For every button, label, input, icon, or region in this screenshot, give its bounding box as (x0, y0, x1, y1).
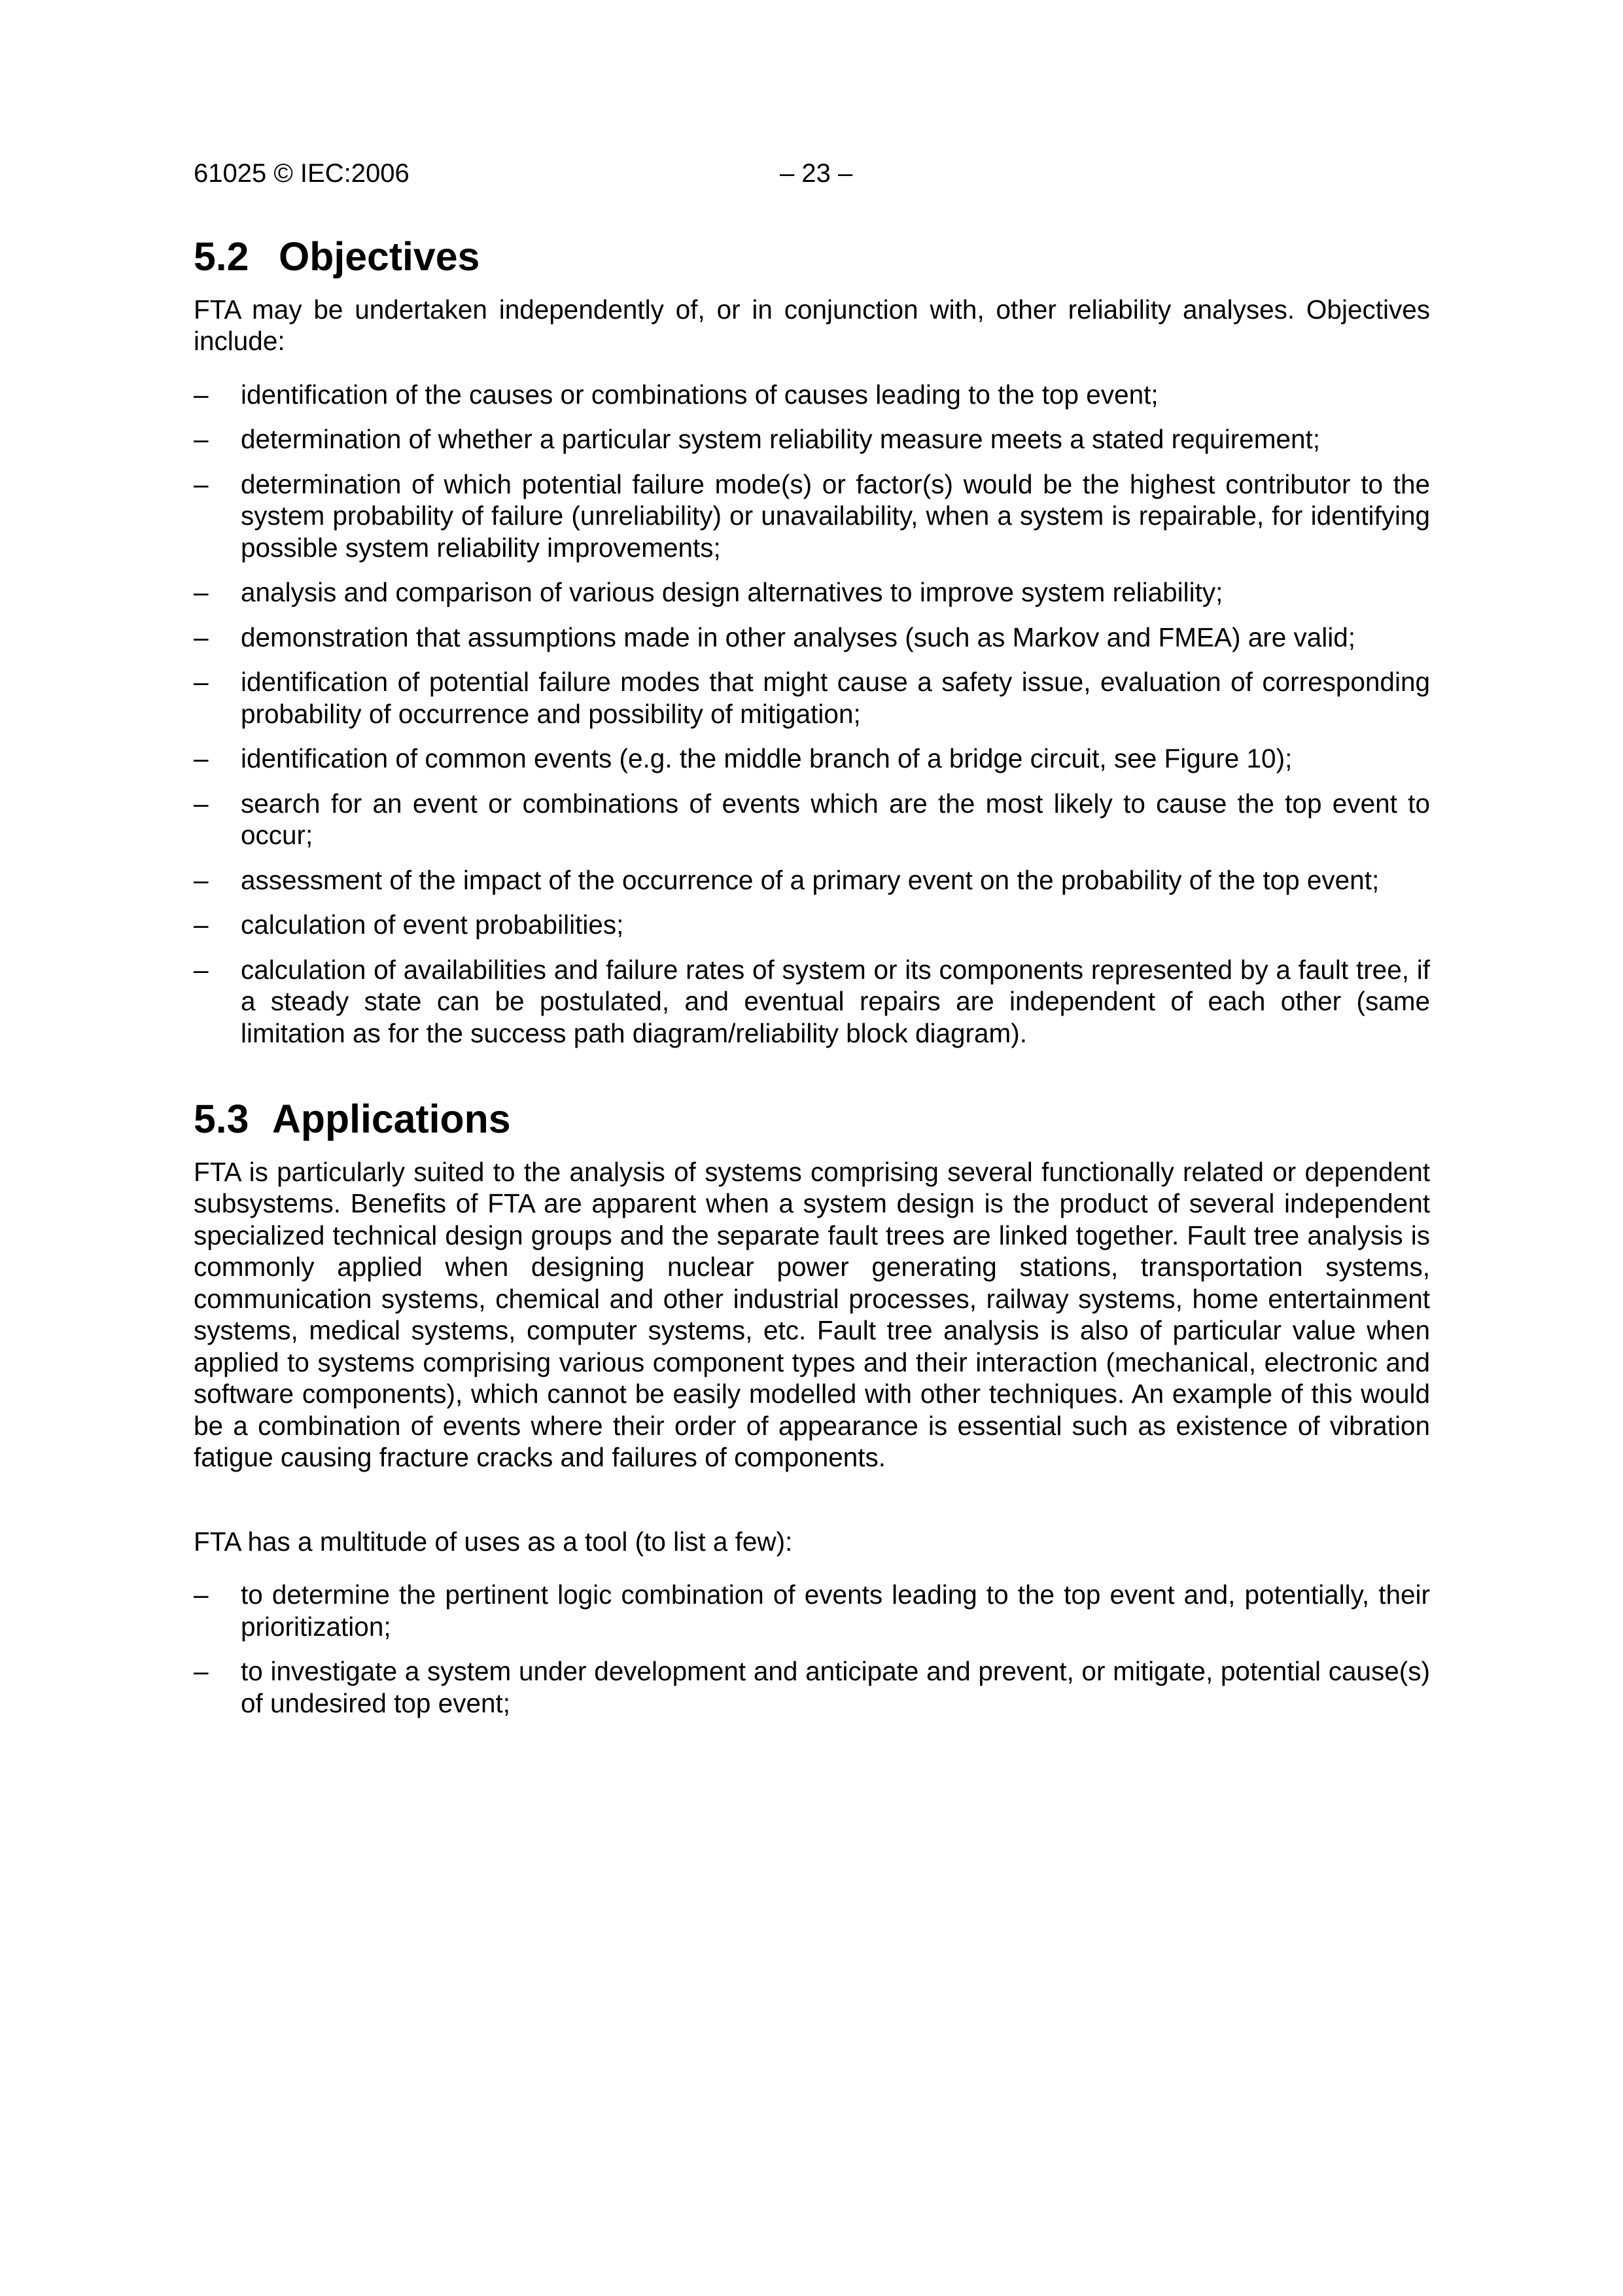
section-number: 5.2 (194, 234, 249, 279)
list-item-text: assessment of the impact of the occurrence of a primary event on the probability of the top event; (241, 864, 1380, 895)
list-item (194, 864, 1430, 896)
list-item-text: determination of which potential failure mode(s) or factor(s) would be the highest contributor to the system probability of failure (unreliability) or unavailability, when a system is repairable, for identifying possible system reliability improvements; (241, 468, 1430, 563)
page-header (194, 157, 1430, 190)
list-item (194, 423, 1430, 455)
list-item (194, 468, 1430, 564)
list-item-text: identification of the causes or combinations of causes leading to the top event; (241, 379, 1159, 410)
list-item-text: to investigate a system under development and anticipate and prevent, or mitigate, potential cause(s) of undesired top event; (241, 1656, 1430, 1718)
section-heading-5-3 (194, 1097, 1430, 1141)
dash-bullet: – (194, 424, 209, 454)
document-body (194, 234, 1430, 1732)
dash-bullet: – (194, 954, 209, 985)
list-item-text: determination of whether a particular system reliability measure meets a stated requirement; (241, 424, 1320, 454)
list-item-text: identification of common events (e.g. the middle branch of a bridge circuit, see Figure 10); (241, 743, 1293, 773)
dash-bullet: – (194, 910, 209, 940)
list-item-text: calculation of event probabilities; (241, 910, 624, 940)
list-item (194, 379, 1430, 411)
dash-bullet: – (194, 1580, 209, 1610)
list-item (194, 622, 1430, 654)
list-item-text: calculation of availabilities and failure rates of system or its components represented by a fault tree, if a steady state can be postulated, and eventual repairs are independent of each other (same limitation as for the success path diagram/reliability block diagram). (241, 954, 1430, 1048)
dash-bullet: – (194, 667, 209, 697)
section-title: Applications (272, 1097, 511, 1141)
page-number: – 23 – (780, 159, 853, 188)
section-number: 5.3 (194, 1097, 249, 1141)
list-item (194, 1579, 1430, 1642)
list-item-text: demonstration that assumptions made in other analyses (such as Markov and FMEA) are valid; (241, 622, 1356, 652)
applications-paragraph: FTA is particularly suited to the analysis of systems comprising several functionally related or dependent subsystems. Benefits of FTA are apparent when a system design is the product of several independent specialized technical design groups and the separate fault trees are linked together. Fault tree analysis is commonly applied when designing nuclear power generating stations, transportation systems, communication systems, chemical and other industrial processes, railway systems, home entertainment systems, medical systems, computer systems, etc. Fault tree analysis is also of particular value when applied to systems comprising various component types and their interaction (mechanical, electronic and software components), which cannot be easily modelled with other techniques. An example of this would be a combination of events where their order of appearance is essential such as existence of vibration fatigue causing fracture cracks and failures of components. (194, 1156, 1430, 1472)
list-item-text: to determine the pertinent logic combination of events leading to the top event and, potentially, their prioritization; (241, 1580, 1430, 1642)
uses-list (194, 1579, 1430, 1719)
section-heading-5-2 (194, 234, 1430, 279)
section-title: Objectives (279, 234, 480, 279)
list-item (194, 954, 1430, 1050)
list-item-text: search for an event or combinations of events which are the most likely to cause the top event to occur; (241, 788, 1430, 850)
dash-bullet: – (194, 864, 209, 895)
dash-bullet: – (194, 468, 209, 499)
list-item-text: analysis and comparison of various design alternatives to improve system reliability; (241, 577, 1223, 607)
list-item (194, 909, 1430, 941)
list-item (194, 743, 1430, 775)
objectives-list (194, 379, 1430, 1050)
dash-bullet: – (194, 788, 209, 819)
dash-bullet: – (194, 577, 209, 607)
document-id: 61025 © IEC:2006 (194, 159, 410, 188)
objectives-intro: FTA may be undertaken independently of, or in conjunction with, other reliability analyses. Objectives include: (194, 294, 1430, 356)
list-item (194, 666, 1430, 730)
list-item-text: identification of potential failure modes that might cause a safety issue, evaluation of corresponding probability of occurrence and possibility of mitigation; (241, 667, 1430, 729)
dash-bullet: – (194, 622, 209, 652)
list-item (194, 576, 1430, 609)
list-item (194, 1655, 1430, 1719)
dash-bullet: – (194, 379, 209, 410)
uses-intro: FTA has a multitude of uses as a tool (to list a few): (194, 1526, 793, 1557)
dash-bullet: – (194, 743, 209, 773)
dash-bullet: – (194, 1656, 209, 1686)
list-item (194, 788, 1430, 851)
